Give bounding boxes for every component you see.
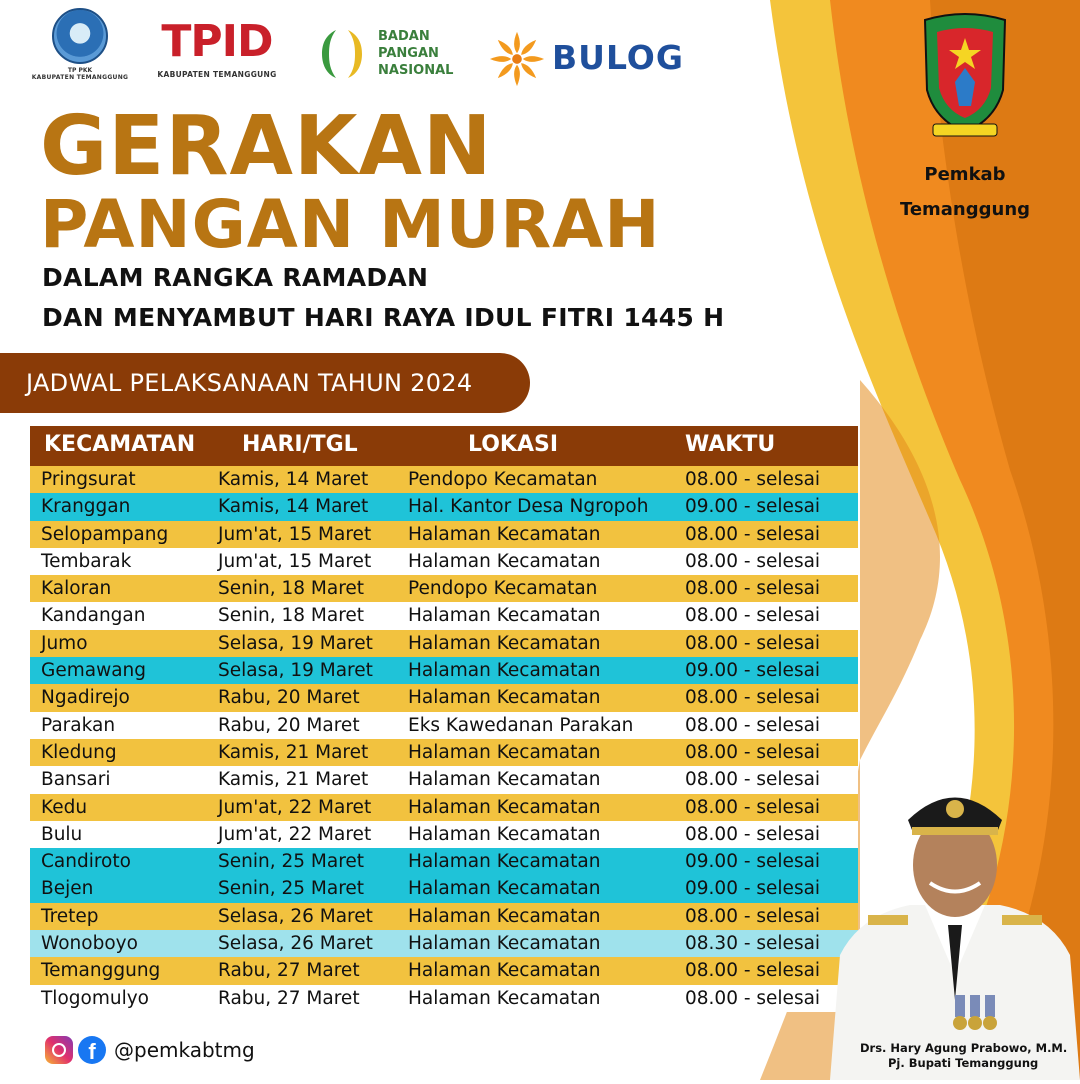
cell-kecamatan: Wonoboyo — [41, 933, 138, 955]
table-row — [30, 602, 858, 629]
cell-kecamatan: Kranggan — [41, 496, 131, 518]
schedule-table — [30, 426, 858, 1012]
cell-kecamatan: Jumo — [41, 632, 88, 654]
cell-lokasi: Eks Kawedanan Parakan — [408, 714, 634, 736]
cell-waktu: 08.00 - selesai — [685, 632, 821, 654]
table-row — [30, 712, 858, 739]
table-row — [30, 575, 858, 602]
cell-waktu: 08.00 - selesai — [685, 769, 821, 791]
cell-kecamatan: Ngadirejo — [41, 687, 130, 709]
cell-kecamatan: Temanggung — [41, 960, 161, 982]
table-row — [30, 821, 858, 848]
cell-waktu: 08.00 - selesai — [685, 578, 821, 600]
cell-kecamatan: Selopampang — [41, 523, 169, 545]
table-row — [30, 985, 858, 1012]
cell-waktu: 08.00 - selesai — [685, 605, 821, 627]
table-row — [30, 957, 858, 984]
cell-kecamatan: Kledung — [41, 741, 117, 763]
cell-hari-tgl: Rabu, 20 Maret — [218, 687, 360, 709]
pemkab-line-2: Temanggung — [899, 199, 1031, 220]
cell-waktu: 08.00 - selesai — [685, 823, 821, 845]
cell-lokasi: Halaman Kecamatan — [408, 632, 601, 654]
cell-kecamatan: Kandangan — [41, 605, 146, 627]
cell-waktu: 08.00 - selesai — [685, 987, 821, 1009]
medals — [953, 995, 997, 1030]
cell-lokasi: Halaman Kecamatan — [408, 960, 601, 982]
cell-waktu: 08.00 - selesai — [685, 905, 821, 927]
cell-lokasi: Halaman Kecamatan — [408, 550, 601, 572]
headline-line-2: PANGAN MURAH — [40, 186, 661, 263]
cell-waktu: 08.00 - selesai — [685, 741, 821, 763]
cell-kecamatan: Bulu — [41, 823, 83, 845]
cell-waktu: 08.00 - selesai — [685, 714, 821, 736]
temanggung-emblem-icon — [915, 10, 1015, 150]
table-row — [30, 493, 858, 520]
table-row — [30, 848, 858, 875]
cell-waktu: 09.00 - selesai — [685, 851, 821, 873]
header-waktu: WAKTU — [685, 432, 776, 457]
table-body — [30, 466, 858, 1012]
cell-hari-tgl: Senin, 18 Maret — [218, 578, 365, 600]
tpid-logo — [152, 16, 282, 79]
cell-kecamatan: Bansari — [41, 769, 111, 791]
table-row — [30, 903, 858, 930]
cell-hari-tgl: Jum'at, 15 Maret — [218, 550, 372, 572]
cell-lokasi: Halaman Kecamatan — [408, 987, 601, 1009]
table-row — [30, 794, 858, 821]
bulog-logo — [488, 30, 718, 90]
pemkab-temanggung-logo — [870, 10, 1060, 220]
cell-hari-tgl: Senin, 25 Maret — [218, 851, 365, 873]
cell-kecamatan: Bejen — [41, 878, 94, 900]
cell-lokasi: Hal. Kantor Desa Ngropoh — [408, 496, 649, 518]
cell-kecamatan: Tembarak — [41, 550, 132, 572]
cell-kecamatan: Parakan — [41, 714, 116, 736]
cell-lokasi: Halaman Kecamatan — [408, 605, 601, 627]
cell-lokasi: Halaman Kecamatan — [408, 687, 601, 709]
table-row — [30, 739, 858, 766]
cell-lokasi: Halaman Kecamatan — [408, 823, 601, 845]
official-title: Pj. Bupati Temanggung — [888, 1056, 1039, 1070]
bulog-wordmark: BULOG — [552, 38, 684, 77]
table-row — [30, 548, 858, 575]
tp-pkk-logo — [30, 8, 130, 81]
bpn-line-1: BADAN — [378, 29, 430, 44]
cell-lokasi: Halaman Kecamatan — [408, 660, 601, 682]
table-row — [30, 766, 858, 793]
official-photo — [830, 765, 1080, 1080]
cell-hari-tgl: Kamis, 21 Maret — [218, 741, 369, 763]
cell-hari-tgl: Kamis, 14 Maret — [218, 469, 369, 490]
header-kecamatan: KECAMATAN — [44, 432, 196, 457]
table-row — [30, 466, 858, 493]
cell-lokasi: Halaman Kecamatan — [408, 878, 601, 900]
cell-hari-tgl: Rabu, 27 Maret — [218, 987, 360, 1009]
cell-hari-tgl: Senin, 18 Maret — [218, 605, 365, 627]
cell-hari-tgl: Rabu, 20 Maret — [218, 714, 360, 736]
bpn-line-3: NASIONAL — [378, 63, 454, 78]
table-row — [30, 684, 858, 711]
cell-waktu: 09.00 - selesai — [685, 878, 821, 900]
cell-lokasi: Halaman Kecamatan — [408, 933, 601, 955]
cell-waktu: 08.00 - selesai — [685, 550, 821, 572]
cell-waktu: 08.00 - selesai — [685, 960, 821, 982]
cell-kecamatan: Gemawang — [41, 660, 147, 682]
pkk-seal-icon — [52, 8, 108, 64]
cell-kecamatan: Candiroto — [41, 851, 131, 873]
cell-hari-tgl: Rabu, 27 Maret — [218, 960, 360, 982]
social-handle: @pemkabtmg — [114, 1038, 255, 1062]
cell-hari-tgl: Selasa, 26 Maret — [218, 905, 373, 927]
cell-lokasi: Pendopo Kecamatan — [408, 469, 598, 490]
cell-lokasi: Halaman Kecamatan — [408, 796, 601, 818]
cell-lokasi: Pendopo Kecamatan — [408, 578, 598, 600]
cell-hari-tgl: Kamis, 21 Maret — [218, 769, 369, 791]
table-row — [30, 521, 858, 548]
cell-waktu: 08.00 - selesai — [685, 469, 821, 490]
cell-waktu: 08.30 - selesai — [685, 933, 821, 955]
cell-hari-tgl: Selasa, 19 Maret — [218, 660, 373, 682]
cell-waktu: 08.00 - selesai — [685, 796, 821, 818]
cell-hari-tgl: Senin, 25 Maret — [218, 878, 365, 900]
facebook-icon: f — [78, 1036, 106, 1064]
tpid-region: KABUPATEN TEMANGGUNG — [157, 70, 277, 79]
cell-lokasi: Halaman Kecamatan — [408, 741, 601, 763]
instagram-icon — [45, 1036, 73, 1064]
bpn-mark-icon — [320, 28, 364, 80]
tp-pkk-caption: TP PKK — [67, 67, 93, 74]
cell-lokasi: Halaman Kecamatan — [408, 905, 601, 927]
cell-hari-tgl: Selasa, 19 Maret — [218, 632, 373, 654]
cell-waktu: 09.00 - selesai — [685, 496, 821, 518]
bulog-sun-icon — [488, 30, 546, 88]
cell-kecamatan: Kaloran — [41, 578, 112, 600]
tp-pkk-region: KABUPATEN TEMANGGUNG — [31, 74, 129, 81]
tpid-wordmark: TPID — [161, 16, 273, 67]
bpn-line-2: PANGAN — [378, 46, 439, 61]
badan-pangan-nasional-logo — [320, 24, 470, 84]
schedule-label: JADWAL PELAKSANAAN TAHUN 2024 — [0, 353, 530, 413]
cell-hari-tgl: Selasa, 26 Maret — [218, 933, 373, 955]
headline-line-1: GERAKAN — [40, 99, 493, 194]
table-row — [30, 875, 858, 902]
cell-kecamatan: Tretep — [41, 905, 99, 927]
cell-waktu: 09.00 - selesai — [685, 660, 821, 682]
cell-lokasi: Halaman Kecamatan — [408, 523, 601, 545]
header-hari-tgl: HARI/TGL — [242, 432, 358, 457]
cell-hari-tgl: Jum'at, 15 Maret — [218, 523, 372, 545]
table-header — [30, 426, 858, 466]
cell-kecamatan: Pringsurat — [41, 469, 136, 490]
cell-kecamatan: Kedu — [41, 796, 88, 818]
subtitle-line-2: DAN MENYAMBUT HARI RAYA IDUL FITRI 1445 H — [42, 303, 725, 332]
pemkab-line-1: Pemkab — [924, 164, 1006, 185]
official-portrait — [830, 765, 1080, 1080]
cell-waktu: 08.00 - selesai — [685, 523, 821, 545]
subtitle-line-1: DALAM RANGKA RAMADAN — [42, 263, 429, 292]
table-row — [30, 657, 858, 684]
cell-hari-tgl: Jum'at, 22 Maret — [218, 796, 372, 818]
cell-hari-tgl: Kamis, 14 Maret — [218, 496, 369, 518]
cell-waktu: 08.00 - selesai — [685, 687, 821, 709]
table-row — [30, 930, 858, 957]
header-lokasi: LOKASI — [468, 432, 559, 457]
table-row — [30, 630, 858, 657]
cell-lokasi: Halaman Kecamatan — [408, 769, 601, 791]
official-name: Drs. Hary Agung Prabowo, M.M. — [860, 1041, 1068, 1055]
cell-hari-tgl: Jum'at, 22 Maret — [218, 823, 372, 845]
cell-lokasi: Halaman Kecamatan — [408, 851, 601, 873]
cell-kecamatan: Tlogomulyo — [41, 987, 149, 1009]
